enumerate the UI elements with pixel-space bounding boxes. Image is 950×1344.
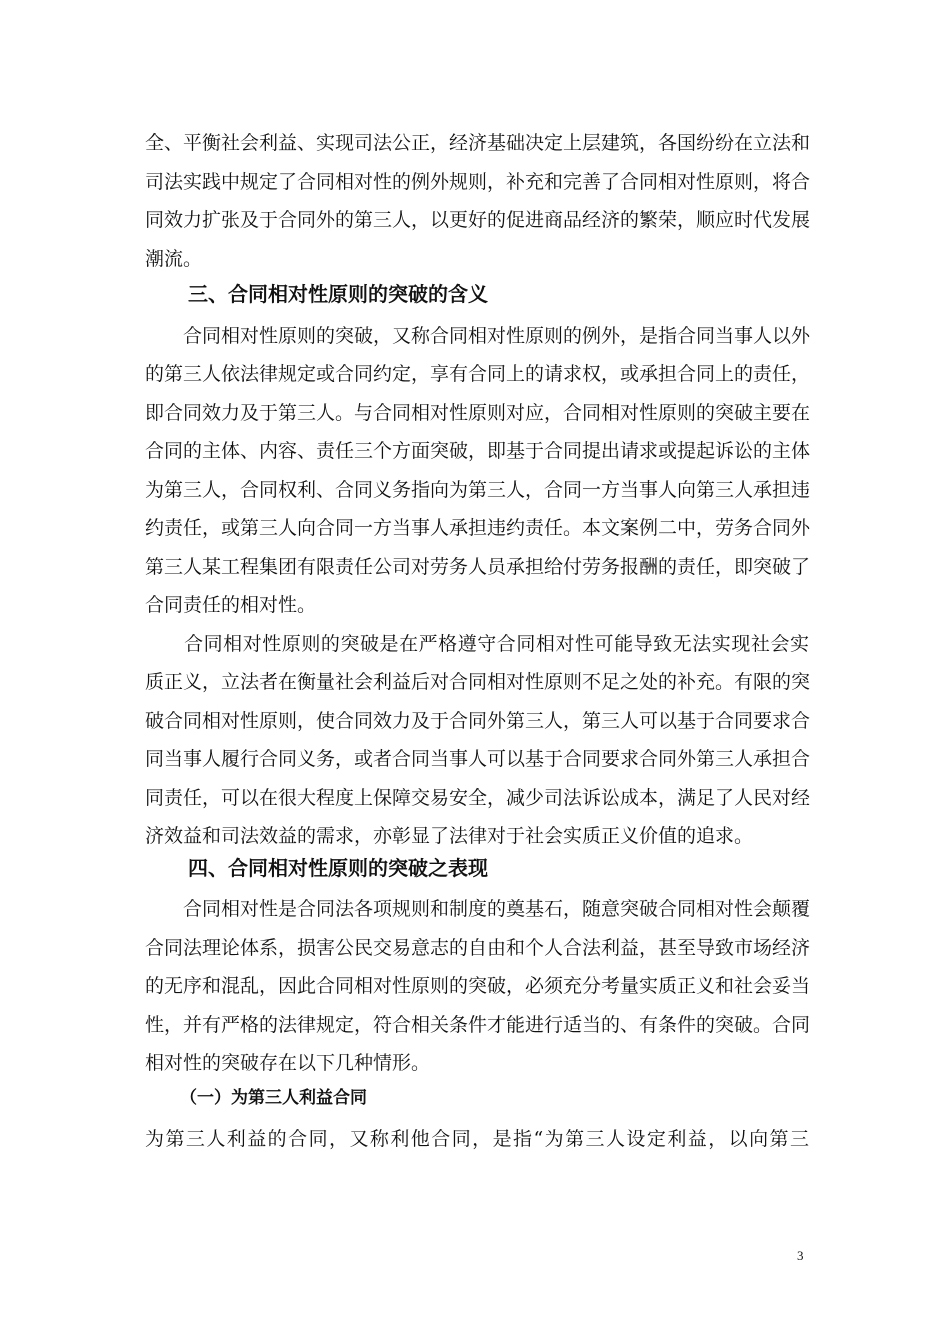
para-line: 合同相对性原则的突破是在严格遵守合同相对性可能导致无法实现社会实	[145, 633, 809, 655]
para-line: 济效益和司法效益的需求，亦彰显了法律对于社会实质正义价值的追求。	[145, 825, 754, 847]
para-line: 第三人某工程集团有限责任公司对劳务人员承担给付劳务报酬的责任，即突破了	[145, 556, 811, 578]
subsection-heading: （一）为第三人利益合同	[180, 1088, 367, 1108]
para-line: 合同的主体、内容、责任三个方面突破，即基于合同提出请求或提起诉讼的主体	[145, 440, 811, 462]
para-line: 同责任，可以在很大程度上保障交易安全，减少司法诉讼成本，满足了人民对经	[145, 787, 811, 809]
para-line: 为第三人利益的合同，又称利他合同，是指“为第三人设定利益，以向第三	[145, 1128, 809, 1150]
para-line: 破合同相对性原则，使合同效力及于合同外第三人，第三人可以基于合同要求合	[145, 710, 811, 732]
para-line: 的第三人依法律规定或合同约定，享有合同上的请求权，或承担合同上的责任，	[145, 363, 811, 385]
page-number: 3	[797, 1248, 804, 1263]
para-line: 性，并有严格的法律规定，符合相关条件才能进行适当的、有条件的突破。合同	[145, 1014, 811, 1036]
para-line: 合同相对性是合同法各项规则和制度的奠基石，随意突破合同相对性会颠覆	[145, 898, 811, 920]
para-line: 同效力扩张及于合同外的第三人，以更好的促进商品经济的繁荣，顺应时代发展	[145, 209, 811, 231]
para-line: 合同责任的相对性。	[145, 594, 317, 616]
para-line: 司法实践中规定了合同相对性的例外规则，补充和完善了合同相对性原则，将合	[145, 171, 811, 193]
para-line: 合同相对性原则的突破，又称合同相对性原则的例外，是指合同当事人以外	[145, 325, 811, 347]
para-line: 约责任，或第三人向合同一方当事人承担违约责任。本文案例二中，劳务合同外	[145, 517, 811, 539]
para-line: 即合同效力及于第三人。与合同相对性原则对应，合同相对性原则的突破主要在	[145, 402, 811, 424]
para-line: 合同法理论体系，损害公民交易意志的自由和个人合法利益，甚至导致市场经济	[145, 937, 811, 959]
para-line: 潮流。	[145, 248, 203, 270]
para-line: 为第三人，合同权利、合同义务指向为第三人，合同一方当事人向第三人承担违	[145, 479, 811, 501]
para-line: 同当事人履行合同义务，或者合同当事人可以基于合同要求合同外第三人承担合	[145, 748, 811, 770]
para-line: 质正义，立法者在衡量社会利益后对合同相对性原则不足之处的补充。有限的突	[145, 671, 811, 693]
section-heading: 四、合同相对性原则的突破之表现	[188, 856, 488, 880]
para-line: 的无序和混乱，因此合同相对性原则的突破，必须充分考量实质正义和社会妥当	[145, 975, 811, 997]
para-line: 相对性的突破存在以下几种情形。	[145, 1052, 431, 1074]
para-line: 全、平衡社会利益、实现司法公正，经济基础决定上层建筑，各国纷纷在立法和	[145, 132, 811, 154]
section-heading: 三、合同相对性原则的突破的含义	[188, 282, 488, 306]
